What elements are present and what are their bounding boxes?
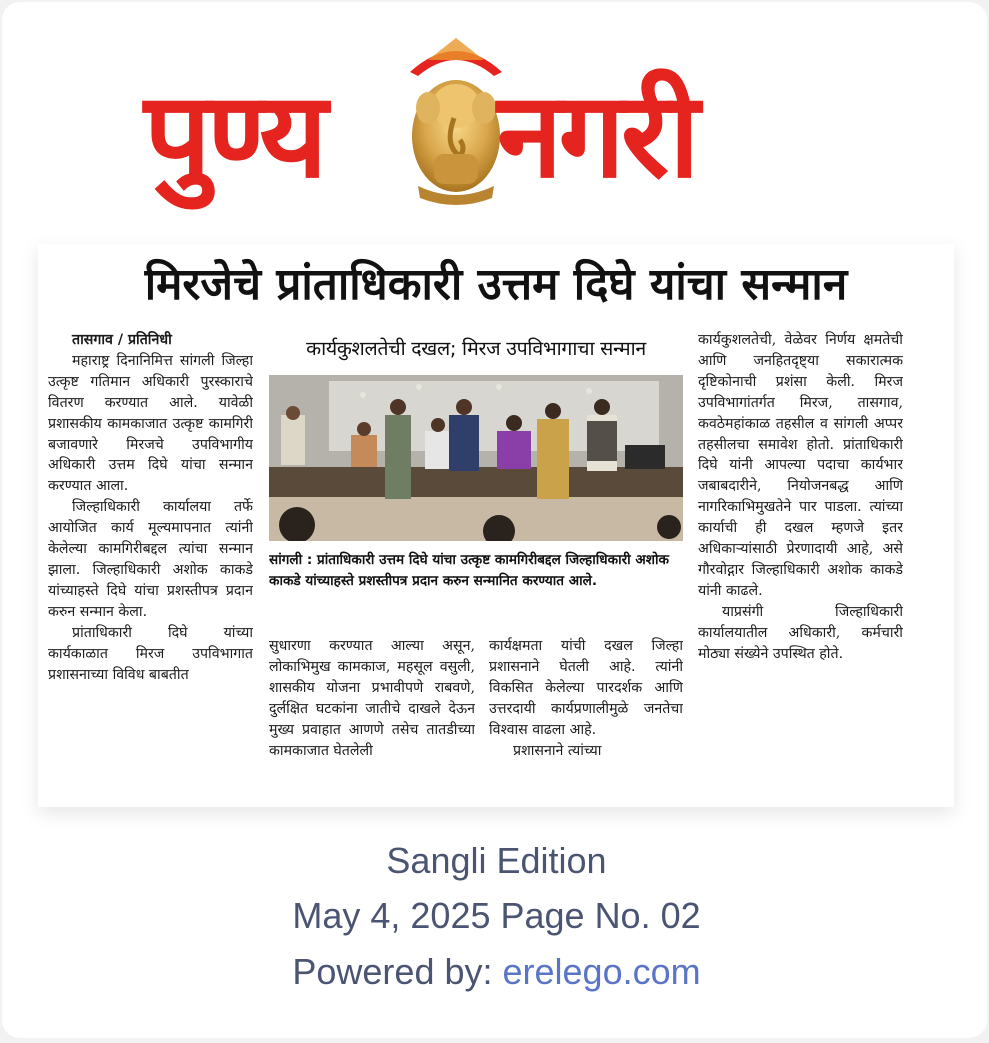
ganesha-emblem-icon (404, 36, 508, 206)
masthead-title-left: पुण्य (144, 66, 324, 204)
article-headline: मिरजेचे प्रांताधिकारी उत्तम दिघे यांचा सन्मान (144, 259, 848, 310)
article-paragraph: याप्रसंगी जिल्हाधिकारी कार्यालयातील अधिकारी, कर्मचारी मोठ्या संख्येने उपस्थित होते. (698, 603, 903, 662)
article-paragraph: जिल्हाधिकारी कार्यालया तर्फे आयोजित कार्य मूल्यमापनात त्यांनी केलेल्या कामगिरीबद्दल त्यांचा सन्मान झाला. जिल्हाधिकारी अशोक काकडे यांच्याहस्ते दिघे यांचा प्रशस्तीपत्र प्रदान करुन सन्मान केला. (48, 499, 253, 620)
photo-caption: सांगली : प्रांताधिकारी उत्तम दिघे यांचा उत्कृष्ट कामगिरीबद्दल जिल्हाधिकारी अशोक काकडे यांच्याहस्ते प्रशस्तीपत्र प्रदान करुन सन्मानित करण्यात आले. (269, 552, 669, 589)
article-subheading: कार्यकुशलतेची दखल; मिरज उपविभागाचा सन्मान (306, 337, 646, 360)
article-paragraph: कार्यकुशलतेची, वेळेवर निर्णय क्षमतेची आणि जनहितदृष्ट्या सकारात्मक दृष्टिकोनाची प्रशंसा केली. मिरज उपविभागांतर्गत मिरज, तासगाव, कवठेमहांकाळ तहसील व सांगली अप्पर तहसीलचा समावेश होतो. प्रांताधिकारी दिघे यांनी आपल्या पदाचा कार्यभार जबाबदारीने, नियोजनबद्ध आणि नागरिकाभिमुखतेने पार पाडला. त्यांच्या कार्याची ही दखल म्हणजे इतर अधिकाऱ्यांसाठी प्रेरणादायी आहे, असे गौरवोद्गार जिल्हाधिकारी अशोक काकडे यांनी काढले. (698, 332, 903, 599)
article-column-1 (48, 330, 253, 804)
erelego-link[interactable]: erelego.com (502, 951, 701, 992)
article-column-2 (269, 636, 475, 806)
article-column-4 (698, 330, 903, 804)
powered-by-line (2, 951, 989, 993)
newspaper-clipping (38, 244, 954, 807)
article-byline: तासगाव / प्रतिनिधी (72, 332, 172, 348)
ceremony-photo (269, 375, 683, 541)
edition-label: Sangli Edition (386, 840, 607, 881)
masthead-logo (142, 30, 847, 220)
powered-by-label: Powered by: (292, 951, 503, 992)
article-paragraph: सुधारणा करण्यात आल्या असून, लोकाभिमुख कामकाज, महसूल वसुली, शासकीय योजना प्रभावीपणे राबवणे, दुर्लक्षित घटकांना जातीचे दाखले देऊन मुख्य प्रवाहात आणणे तसेच तातडीच्या कामकाजात घेतलेली (269, 638, 475, 759)
masthead-title-right: नगरी (497, 66, 696, 204)
clipping-card (2, 2, 987, 1038)
article-paragraph: कार्यक्षमता यांची दखल जिल्हा प्रशासनाने घेतली आहे. त्यांनी विकसित केलेल्या पारदर्शक आणि उत्तरदायी कार्यप्रणालीमुळे जनतेचा विश्वास वाढला आहे. (489, 638, 683, 738)
date-page-label: May 4, 2025 Page No. 02 (292, 895, 701, 936)
article-paragraph: प्रशासनाने त्यांच्या (513, 742, 602, 759)
article-paragraph: महाराष्ट्र दिनानिमित्त सांगली जिल्हा उत्कृष्ट गतिमान अधिकारी पुरस्काराचे वितरण करण्यात आले. यावेळी प्रशासकीय कामकाजात उत्कृष्ट कामगिरी बजावणारे मिरजचे उपविभागीय अधिकारी उत्तम दिघे यांचा सन्मान करण्यात आला. (48, 352, 253, 495)
article-paragraph: प्रांताधिकारी दिघे यांच्या कार्यकाळात मिरज उपविभागात प्रशासनाच्या विविध बाबतीत (48, 624, 253, 683)
article-column-3 (489, 636, 683, 806)
